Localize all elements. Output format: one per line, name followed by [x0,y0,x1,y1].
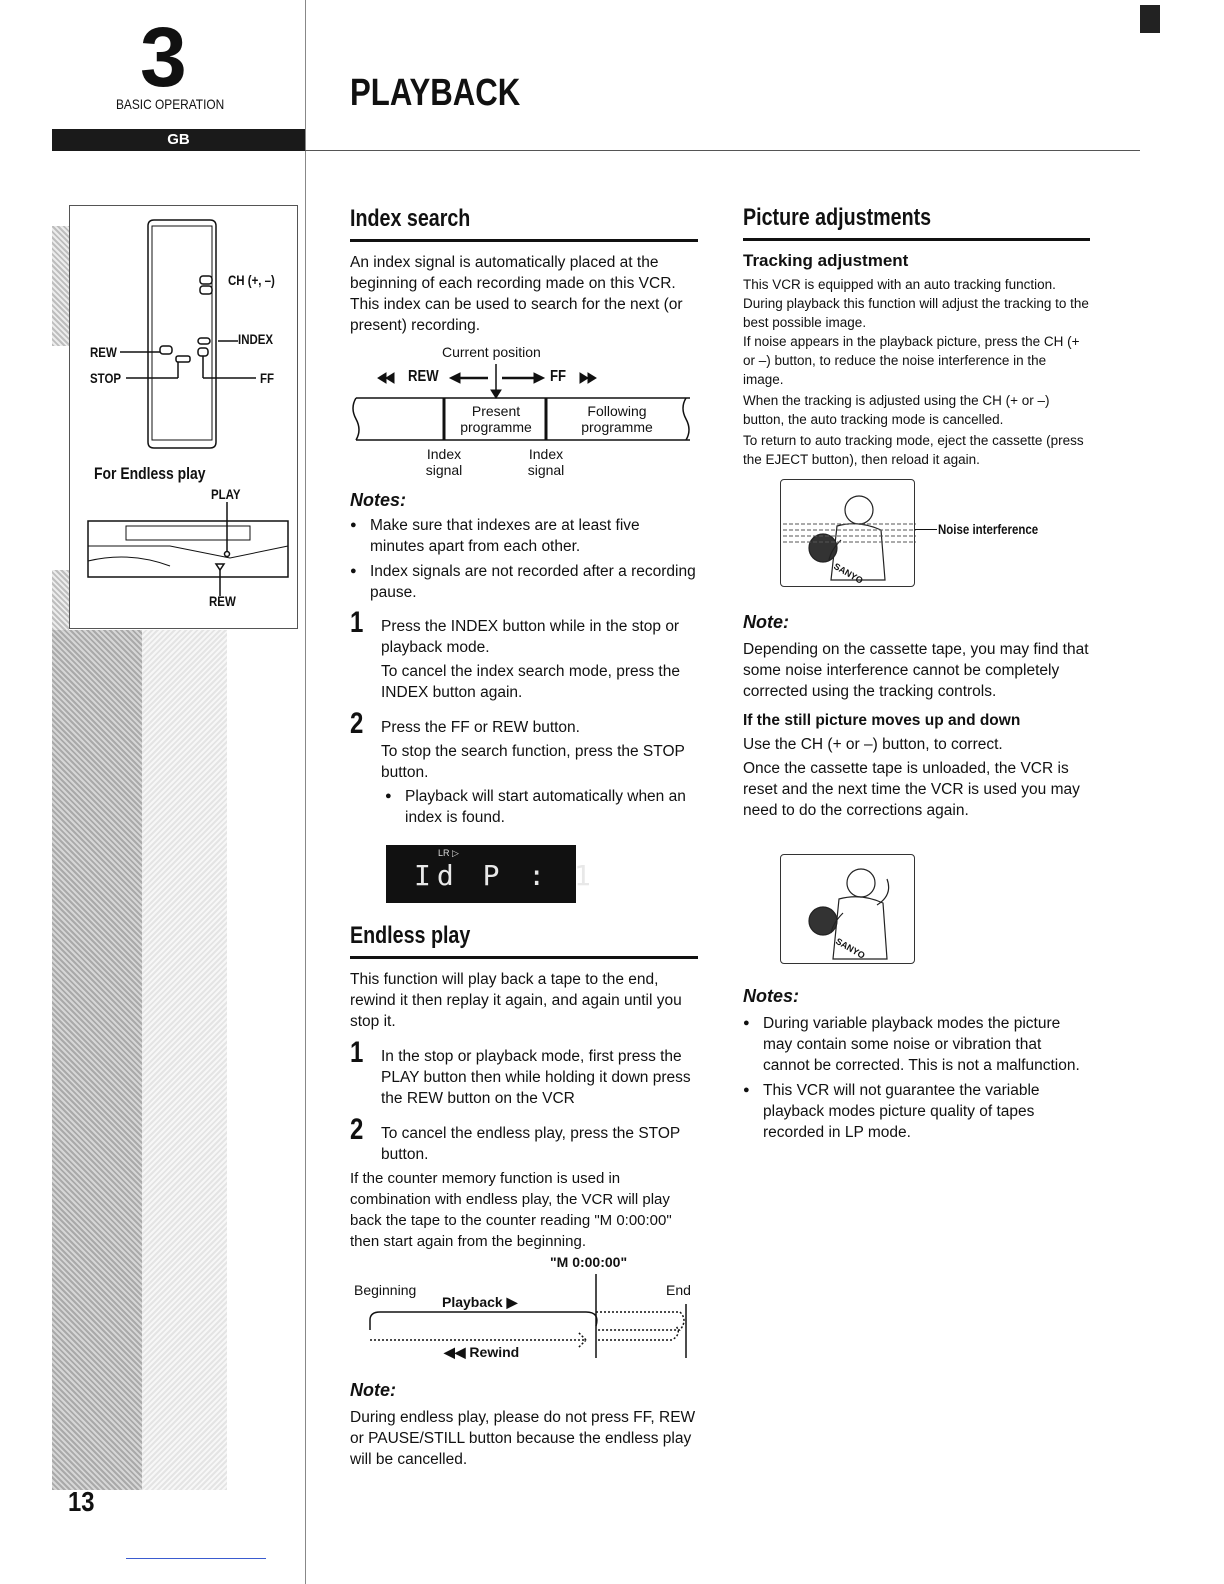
note-item: ● During variable playback modes the picture may contain some noise or vibration that cannot be corrected. This is not a malfunction. [743,1013,1090,1076]
notes-heading: Notes: [350,490,407,510]
remote-label-ch: CH (+, –) [228,272,275,288]
tracking-paragraph: If noise appears in the playback picture, press the CH (+ or –) button, to reduce the noise interference in the image. [743,334,1080,387]
tracking-note [743,612,1090,821]
step-bullet: ● Playback will start automatically when an index is found. [385,786,698,828]
page-title: PLAYBACK [350,72,521,114]
lcd-display [386,845,597,903]
index-signal-label: Index signal [527,446,565,478]
page-number: 13 [68,1486,95,1517]
remote-control-illustration [70,206,299,630]
index-search-intro: An index signal is automatically placed at the beginning of each recording made on this VCR. This index can be used to search for the next (or present) recording. [350,254,683,334]
step-text: To cancel the index search mode, press the INDEX button again. [381,663,680,701]
person-with-tape-illustration [781,480,916,588]
rewind-label: ◀◀ Rewind [444,1344,520,1360]
vcr-label-play: PLAY [211,486,241,502]
bottom-link-line [126,1558,266,1559]
note-heading: Note: [350,1380,396,1400]
step-1 [350,1036,698,1109]
endless-play-intro: This function will play back a tape to the end, rewind it then replay it again, and again until you stop it. [350,971,682,1030]
playback-label: Playback ▶ [442,1294,518,1310]
picture-adjustments-title: Picture adjustments [743,204,1090,241]
index-diagram [350,342,698,482]
note-heading: Note: [743,612,789,632]
ff-label: FF [550,368,567,385]
language-tab: GB [52,129,305,151]
tracking-adjustment-title: Tracking adjustment [743,251,909,270]
index-signal-label: Index signal [425,446,463,478]
index-search-column [350,205,698,336]
note-item: ● This VCR will not guarantee the variable playback modes picture quality of tapes recorded in LP mode. [743,1080,1090,1143]
still-picture-title: If the still picture moves up and down [743,712,1021,729]
note-text: During endless play, please do not press FF, REW or PAUSE/STILL button because the endless play will be cancelled. [350,1409,696,1468]
step-2 [350,707,698,828]
person-with-tape-illustration [781,855,916,965]
chapter-label: BASIC OPERATION [116,96,225,112]
noise-interference-label: Noise interference [938,521,1039,537]
following-programme-label: Following programme [581,403,653,435]
sidebar-texture [52,226,69,346]
picture-notes [743,986,1090,1143]
tracking-paragraph: This VCR is equipped with an auto tracking function. During playback this function will adjust the tracking to the best possible image. [743,277,1089,330]
step-number: 1 [350,1036,364,1069]
svg-text:SANYO: SANYO [834,936,867,961]
sidebar-texture [52,630,142,1490]
end-label: End [666,1282,691,1298]
step-number: 2 [350,1113,364,1146]
sidebar-texture [142,630,227,1490]
current-position-label: Current position [442,344,541,360]
step-1 [350,606,698,703]
counter-memory-text: If the counter memory function is used in combination with endless play, the VCR will play back the tape to the counter reading "M 0:00:00" then start again from the beginning. [350,1170,672,1250]
index-search-notes [350,490,698,603]
picture-adjustments-column [743,204,1090,469]
header-rule [305,150,1140,151]
step-text: In the stop or playback mode, first press the PLAY button then while holding it down press the REW button on the VCR [381,1048,691,1107]
step-text: To stop the search function, press the STOP button. [381,743,685,781]
beginning-label: Beginning [354,1282,417,1298]
note-text: Depending on the cassette tape, you may find that some noise interference cannot be completely corrected using the tracking controls. [743,641,1089,700]
remote-label-ff: FF [260,370,275,386]
step-text: Press the FF or REW button. [381,719,580,736]
remote-label-index: INDEX [238,331,274,347]
still-picture-illustration [780,854,915,964]
still-paragraph: Once the cassette tape is unloaded, the VCR is reset and the next time the VCR is used you may need to do the corrections again. [743,760,1080,819]
vcr-label-rew: REW [209,593,236,609]
endless-diagram-lines [350,1254,698,1366]
tracking-paragraph: When the tracking is adjusted using the CH (+ or –) button, the auto tracking mode is cancelled. [743,393,1050,427]
endless-diagram [350,1254,698,1366]
note-item: ● Make sure that indexes are at least five minutes apart from each other. [350,515,698,557]
counter-label: "M 0:00:00" [550,1254,628,1270]
step-2 [350,1113,698,1165]
lcd-text: Id P : 1 [414,859,597,892]
endless-play-caption: For Endless play [94,464,206,483]
rew-label: REW [408,368,439,385]
still-paragraph: Use the CH (+ or –) button, to correct. [743,736,1003,753]
note-item: ● Index signals are not recorded after a recording pause. [350,561,698,603]
endless-note [350,1380,698,1470]
remote-label-stop: STOP [90,370,122,386]
endless-play-title: Endless play [350,922,698,959]
index-search-title: Index search [350,205,698,242]
remote-label-rew: REW [90,344,117,360]
index-search-steps [350,606,698,828]
sidebar-illustration-box [69,205,298,629]
present-programme-label: Present programme [460,403,532,435]
tracking-paragraph: To return to auto tracking mode, eject the cassette (press the EJECT button), then reload it again. [743,433,1084,467]
step-number: 2 [350,707,364,740]
step-text: Press the INDEX button while in the stop or playback mode. [381,618,680,656]
lcd-indicator: LR ▷ [438,848,459,858]
chapter-number: 3 [140,10,185,104]
step-text: To cancel the endless play, press the STOP button. [381,1125,680,1163]
notes-heading: Notes: [743,986,800,1006]
noise-pointer-line [915,529,937,530]
step-number: 1 [350,606,364,639]
noise-interference-illustration [780,479,915,587]
sidebar-texture [52,570,69,630]
column-divider [305,0,306,1584]
svg-text:SANYO: SANYO [832,561,865,586]
corner-tab [1140,5,1160,33]
endless-play-section [350,922,698,1252]
